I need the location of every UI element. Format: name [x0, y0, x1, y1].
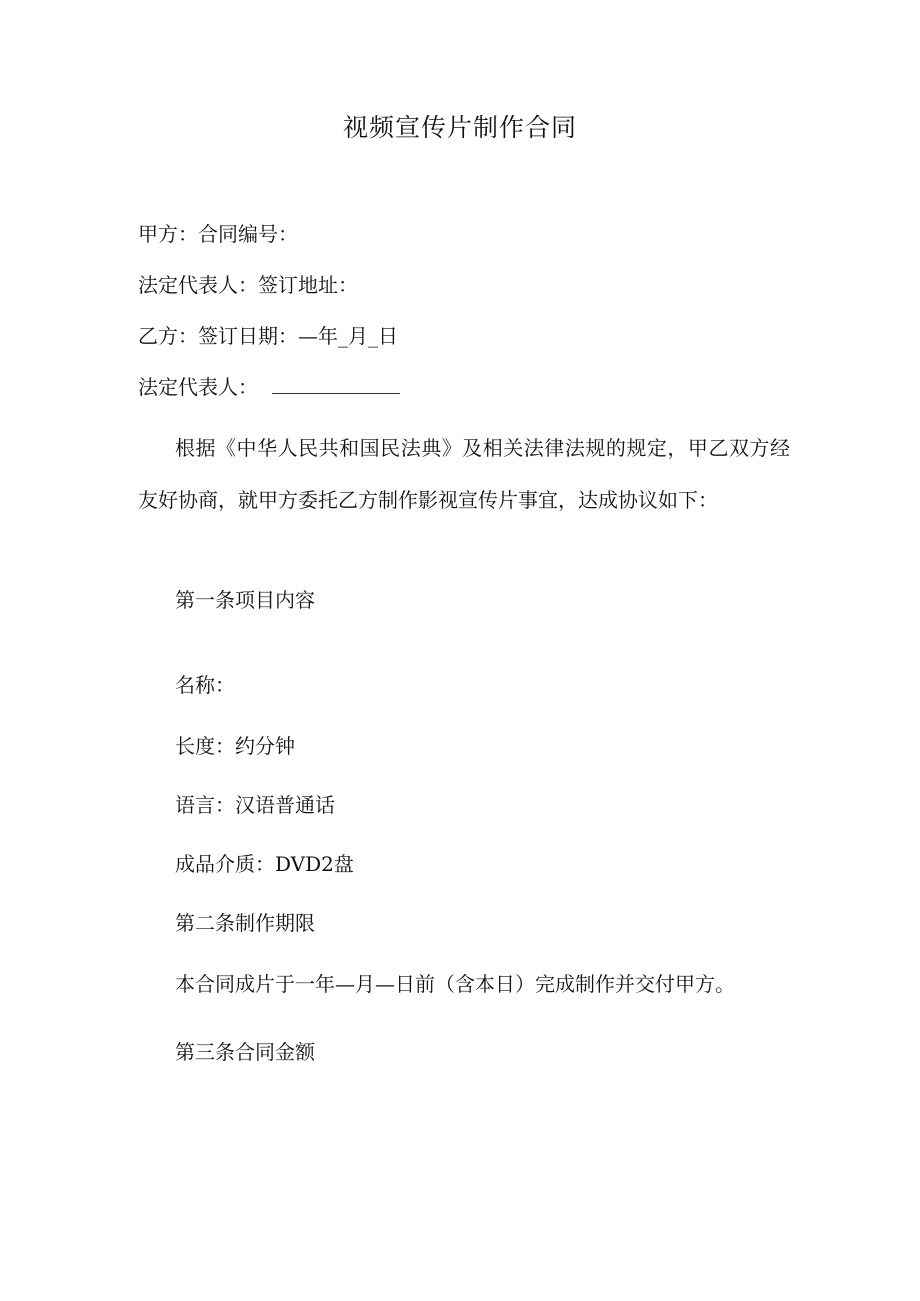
party-a-line: 甲方：合同编号： — [138, 222, 298, 246]
article2-text: 本合同成片于一年—月—日前（含本日）完成制作并交付甲方。 — [175, 972, 735, 996]
length-line: 长度：约分钟 — [175, 734, 295, 758]
legal-rep-b-line — [138, 373, 400, 401]
medium-line: 成品介质：DVD2盘 — [175, 852, 354, 876]
language-line: 语言：汉语普通话 — [175, 793, 335, 817]
document-title: 视频宣传片制作合同 — [342, 113, 577, 142]
name-line: 名称： — [175, 673, 235, 697]
signature-blank — [272, 375, 400, 394]
party-b-line: 乙方：签订日期：—年_月_日 — [138, 324, 398, 348]
article1-heading: 第一条项目内容 — [175, 588, 315, 612]
legal-rep-b-label: 法定代表人： — [138, 375, 258, 399]
article2-heading: 第二条制作期限 — [175, 911, 315, 935]
intro-paragraph: 根据《中华人民共和国民法典》及相关法律法规的规定，甲乙双方经友好协商，就甲方委托乙方制作影视宣传片事宜，达成协议如下： — [138, 436, 790, 512]
legal-rep-a-line: 法定代表人：签订地址： — [138, 273, 358, 297]
article3-heading: 第三条合同金额 — [175, 1040, 315, 1064]
